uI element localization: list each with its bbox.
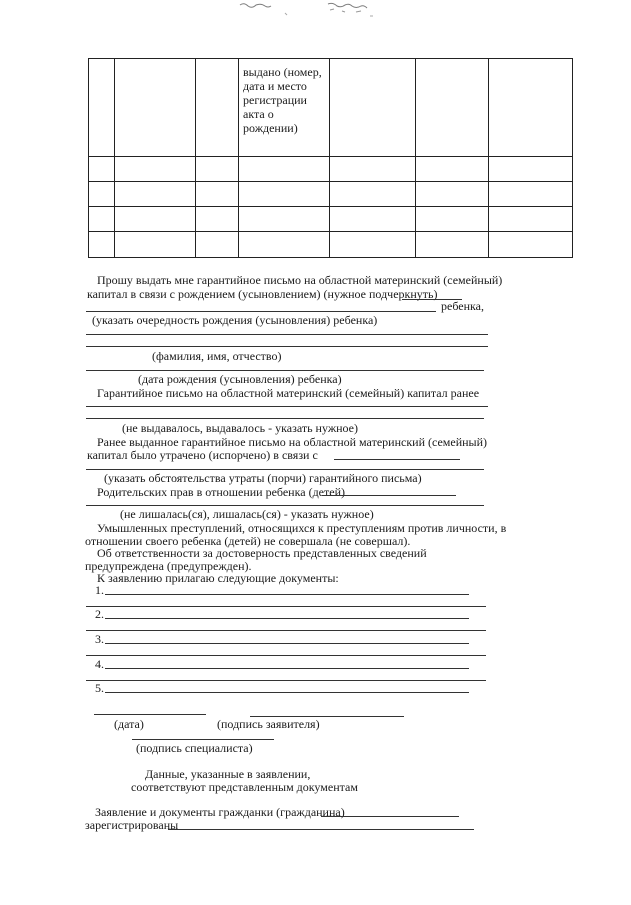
underline-field[interactable] xyxy=(86,406,488,407)
underline-field[interactable] xyxy=(86,505,484,506)
doc-number: 5. xyxy=(95,681,104,695)
birth-act-header: выдано (номер, дата и место регистрации акта о рождении) xyxy=(243,65,322,135)
table-row xyxy=(89,207,573,232)
underline-field[interactable] xyxy=(86,311,436,312)
underline-field[interactable] xyxy=(86,370,484,371)
attachment-field[interactable] xyxy=(86,606,486,607)
registered-line-2: зарегистрированы xyxy=(85,818,179,832)
doc-number: 4. xyxy=(95,657,104,671)
attachments-heading: К заявлению прилагаю следующие документы: xyxy=(97,571,339,585)
fio-hint: (фамилия, имя, отчество) xyxy=(152,349,282,363)
registration-field[interactable] xyxy=(168,829,474,830)
registration-table xyxy=(88,58,573,258)
liability-line-2: предупреждена (предупрежден). xyxy=(85,559,252,573)
underline-field[interactable] xyxy=(322,495,456,496)
crimes-line-2: отношении своего ребенка (детей) не совершала (не совершал). xyxy=(85,534,411,548)
citizen-name-field[interactable] xyxy=(321,816,459,817)
table-cell xyxy=(89,59,115,157)
liability-line-1: Об ответственности за достоверность представленных сведений xyxy=(97,546,427,560)
date-label: (дата) xyxy=(114,717,144,731)
attachment-field[interactable] xyxy=(105,618,469,619)
scan-artifacts xyxy=(0,0,631,20)
lost-line-2: капитал было утрачено (испорчено) в связи с xyxy=(87,448,318,462)
table-cell xyxy=(115,59,196,157)
birth-order-hint: (указать очередность рождения (усыновления) ребенка) xyxy=(92,313,378,327)
match-line-1: Данные, указанные в заявлении, xyxy=(145,767,311,781)
table-header-row xyxy=(89,59,573,157)
underline-field[interactable] xyxy=(86,469,484,470)
attachment-field[interactable] xyxy=(86,680,486,681)
match-line-2: соответствуют представленным документам xyxy=(131,780,358,794)
doc-number: 3. xyxy=(95,632,104,646)
child-word: ребенка, xyxy=(441,299,484,313)
letter-before-line: Гарантийное письмо на областной материнский (семейный) капитал ранее xyxy=(97,386,480,400)
lost-hint: (указать обстоятельства утраты (порчи) гарантийного письма) xyxy=(104,471,422,485)
table-cell xyxy=(489,59,573,157)
doc-number: 1. xyxy=(95,583,104,597)
lost-line-1: Ранее выданное гарантийное письмо на областной материнский (семейный) xyxy=(97,435,488,449)
request-line-2: капитал в связи с рождением (усыновлением) (нужное подчеркнуть) xyxy=(87,287,438,301)
underline-field[interactable] xyxy=(334,459,460,460)
underline-field[interactable] xyxy=(86,334,488,335)
table-row xyxy=(89,232,573,258)
parental-rights-line: Родительских прав в отношении ребенка (детей) xyxy=(97,485,345,499)
issued-hint: (не выдавалось, выдавалось - указать нужное) xyxy=(122,421,359,435)
attachment-field[interactable] xyxy=(105,668,469,669)
underline-field[interactable] xyxy=(86,418,484,419)
table-row xyxy=(89,157,573,182)
attachment-field[interactable] xyxy=(105,594,469,595)
specialist-signature-field[interactable] xyxy=(132,739,274,740)
registered-line-1: Заявление и документы гражданки (гражданина) xyxy=(95,805,345,819)
attachment-field[interactable] xyxy=(105,692,469,693)
attachment-field[interactable] xyxy=(86,655,486,656)
table-row xyxy=(89,182,573,207)
table-cell xyxy=(196,59,239,157)
date-field[interactable] xyxy=(94,714,206,715)
applicant-signature-label: (подпись заявителя) xyxy=(217,717,320,731)
table-cell xyxy=(416,59,489,157)
attachment-field[interactable] xyxy=(86,630,486,631)
doc-number: 2. xyxy=(95,607,104,621)
birth-date-hint: (дата рождения (усыновления) ребенка) xyxy=(138,372,342,386)
table-cell xyxy=(330,59,416,157)
deprived-hint: (не лишалась(ся), лишалась(ся) - указать нужное) xyxy=(120,507,374,521)
crimes-line-1: Умышленных преступлений, относящихся к преступлениям против личности, в xyxy=(97,521,507,535)
underline-field[interactable] xyxy=(86,346,488,347)
request-line-1: Прошу выдать мне гарантийное письмо на областной материнский (семейный) xyxy=(97,273,503,287)
specialist-signature-label: (подпись специалиста) xyxy=(136,741,253,755)
attachment-field[interactable] xyxy=(105,643,469,644)
table-cell xyxy=(239,59,330,157)
